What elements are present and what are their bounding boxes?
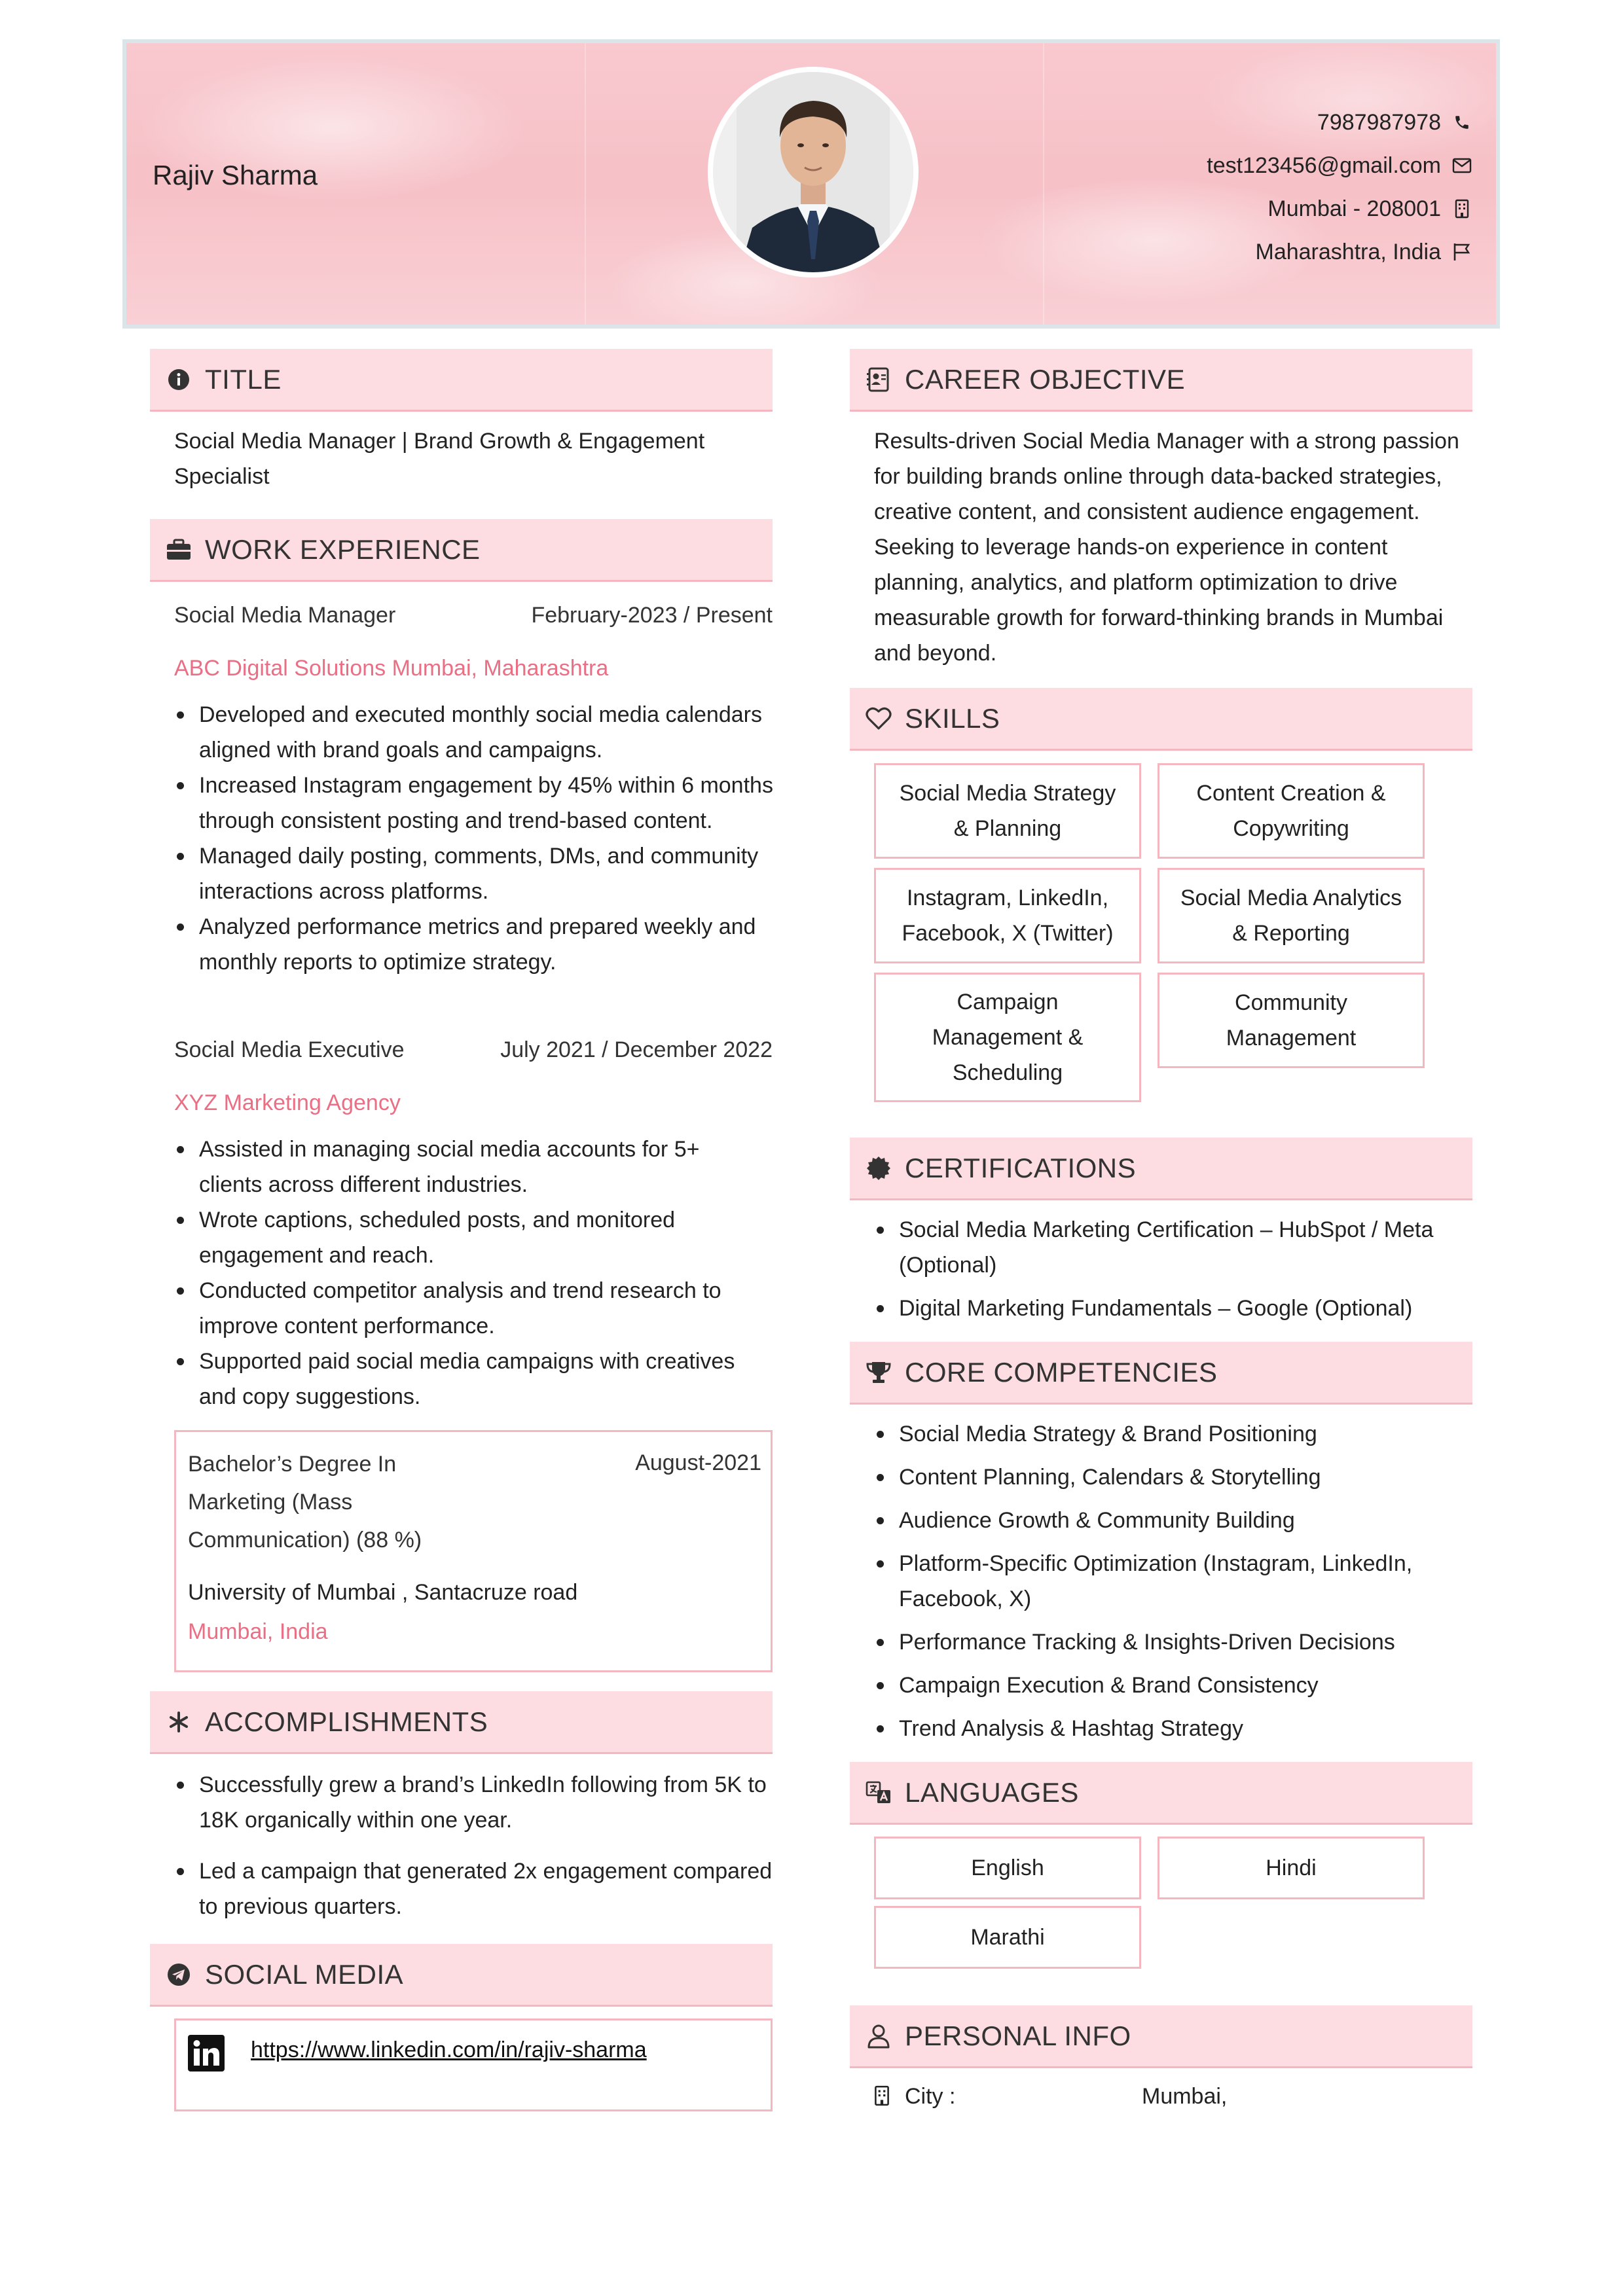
skill-chip: Community Management — [1158, 973, 1425, 1068]
education-box — [174, 1430, 773, 1672]
section-accomplishments-label: ACCOMPLISHMENTS — [205, 1706, 488, 1737]
profile-photo — [708, 67, 919, 278]
section-objective-label: CAREER OBJECTIVE — [905, 363, 1186, 395]
list-item: Analyzed performance metrics and prepared weekly and monthly reports to optimize strategy. — [174, 909, 783, 980]
list-item: Trend Analysis & Hashtag Strategy — [874, 1711, 1476, 1746]
personal-city-value: Mumbai, — [1142, 2084, 1228, 2109]
briefcase-icon — [166, 537, 192, 563]
title-text: Social Media Manager | Brand Growth & Engagement Specialist — [174, 429, 705, 489]
job-dates: February-2023 / Present — [531, 603, 773, 628]
phone-text: 7987987978 — [1317, 109, 1441, 135]
section-work-label: WORK EXPERIENCE — [205, 533, 481, 565]
job-dates: July 2021 / December 2022 — [500, 1037, 773, 1062]
job-company: ABC Digital Solutions Mumbai, Maharashtra — [174, 656, 609, 681]
heart-icon — [866, 706, 892, 732]
language-chip: Marathi — [874, 1906, 1141, 1969]
school-name: University of Mumbai , Santacruze road — [188, 1580, 578, 1605]
section-personal-label: PERSONAL INFO — [905, 2020, 1131, 2051]
linkedin-icon — [188, 2035, 225, 2072]
section-accomplishments-header — [150, 1691, 773, 1754]
list-item: Led a campaign that generated 2x engagement compared to previous quarters. — [174, 1854, 783, 1924]
school-location: Mumbai, India — [188, 1619, 328, 1644]
contact-city — [1207, 187, 1472, 230]
info-circle-icon — [166, 367, 192, 393]
personal-city-label: City : — [905, 2084, 956, 2109]
person-photo-icon — [713, 72, 913, 272]
list-item: Social Media Marketing Certification – HubSpot / Meta (Optional) — [874, 1212, 1476, 1283]
social-link-box — [174, 2018, 773, 2111]
section-objective-header — [850, 349, 1472, 412]
competencies-list — [874, 1416, 1476, 1746]
job-role: Social Media Manager — [174, 603, 396, 628]
language-chip: English — [874, 1837, 1141, 1899]
building-icon — [874, 2085, 892, 2108]
section-title-header — [150, 349, 773, 412]
skill-chip: Social Media Analytics & Reporting — [1158, 868, 1425, 963]
list-item: Content Planning, Calendars & Storytelling — [874, 1460, 1476, 1495]
linkedin-link[interactable]: https://www.linkedin.com/in/rajiv-sharma — [251, 2037, 647, 2062]
skill-chip: Content Creation & Copywriting — [1158, 763, 1425, 859]
list-item: Assisted in managing social media accounts for 5+ clients across different industries. — [174, 1132, 763, 1202]
flag-icon — [1451, 242, 1472, 262]
trophy-icon — [866, 1359, 892, 1386]
job-company: XYZ Marketing Agency — [174, 1090, 401, 1115]
header-seam — [585, 43, 586, 325]
section-competencies-header — [850, 1342, 1472, 1405]
section-social-header — [150, 1944, 773, 2007]
list-item: Conducted competitor analysis and trend research to improve content performance. — [174, 1273, 763, 1344]
list-item: Managed daily posting, comments, DMs, and community interactions across platforms. — [174, 838, 783, 909]
section-social-label: SOCIAL MEDIA — [205, 1958, 404, 1990]
list-item: Social Media Strategy & Brand Positioning — [874, 1416, 1476, 1452]
job-points-list — [174, 1132, 763, 1414]
resume-header — [122, 39, 1500, 329]
list-item: Successfully grew a brand’s LinkedIn following from 5K to 18K organically within one year. — [174, 1767, 783, 1838]
candidate-name: Rajiv Sharma — [153, 160, 318, 190]
contact-state — [1207, 230, 1472, 274]
skill-chip: Social Media Strategy & Planning — [874, 763, 1141, 859]
section-work-header — [150, 519, 773, 582]
section-title-label: TITLE — [205, 363, 282, 395]
education-date: August-2021 — [635, 1450, 761, 1475]
section-languages-label: LANGUAGES — [905, 1776, 1079, 1808]
section-skills-label: SKILLS — [905, 702, 1000, 734]
telegram-icon — [166, 1962, 192, 1988]
list-item: Audience Growth & Community Building — [874, 1503, 1476, 1538]
list-item: Increased Instagram engagement by 45% within 6 months through consistent posting and trend-based content. — [174, 768, 783, 838]
list-item: Developed and executed monthly social media calendars aligned with brand goals and campaigns. — [174, 697, 783, 768]
section-certifications-label: CERTIFICATIONS — [905, 1152, 1137, 1183]
section-skills-header — [850, 688, 1472, 751]
certificate-icon — [866, 1155, 892, 1181]
section-competencies-label: CORE COMPETENCIES — [905, 1356, 1218, 1388]
translate-icon — [866, 1780, 892, 1806]
objective-text: Results-driven Social Media Manager with a strong passion for building brands online through data-backed strategies, creative content, and consistent audience engagement. Seeking to leverage hands-on experience in content planning, analytics, and platform optimization to drive measurable growth for forward-thinking brands in Mumbai and beyond. — [874, 429, 1459, 666]
id-card-icon — [866, 367, 892, 393]
header-seam — [1043, 43, 1044, 325]
city-text: Mumbai - 208001 — [1267, 196, 1441, 221]
certifications-list — [874, 1212, 1476, 1326]
envelope-icon — [1451, 155, 1472, 176]
list-item: Digital Marketing Fundamentals – Google (Optional) — [874, 1291, 1476, 1326]
skill-chip: Campaign Management & Scheduling — [874, 973, 1141, 1102]
language-chip: Hindi — [1158, 1837, 1425, 1899]
list-item: Wrote captions, scheduled posts, and monitored engagement and reach. — [174, 1202, 763, 1273]
list-item: Performance Tracking & Insights-Driven Decisions — [874, 1624, 1476, 1660]
job-points-list — [174, 697, 783, 980]
contact-phone[interactable] — [1207, 101, 1472, 144]
section-personal-header — [850, 2005, 1472, 2068]
section-languages-header — [850, 1762, 1472, 1825]
building-icon — [1451, 198, 1472, 219]
email-text: test123456@gmail.com — [1207, 152, 1441, 178]
asterisk-icon — [166, 1709, 192, 1735]
contact-block — [1207, 101, 1472, 274]
section-certifications-header — [850, 1138, 1472, 1200]
job-role: Social Media Executive — [174, 1037, 405, 1062]
phone-icon — [1451, 112, 1472, 133]
list-item: Campaign Execution & Brand Consistency — [874, 1668, 1476, 1703]
skill-chip: Instagram, LinkedIn, Facebook, X (Twitter) — [874, 868, 1141, 963]
list-item: Supported paid social media campaigns with creatives and copy suggestions. — [174, 1344, 763, 1414]
user-icon — [866, 2023, 892, 2049]
accomplishments-list — [174, 1767, 783, 1924]
state-text: Maharashtra, India — [1255, 239, 1441, 264]
contact-email[interactable] — [1207, 144, 1472, 187]
degree-text: Bachelor’s Degree In Marketing (Mass Communication) (88 %) — [188, 1452, 422, 1552]
list-item: Platform-Specific Optimization (Instagram, LinkedIn, Facebook, X) — [874, 1546, 1476, 1617]
